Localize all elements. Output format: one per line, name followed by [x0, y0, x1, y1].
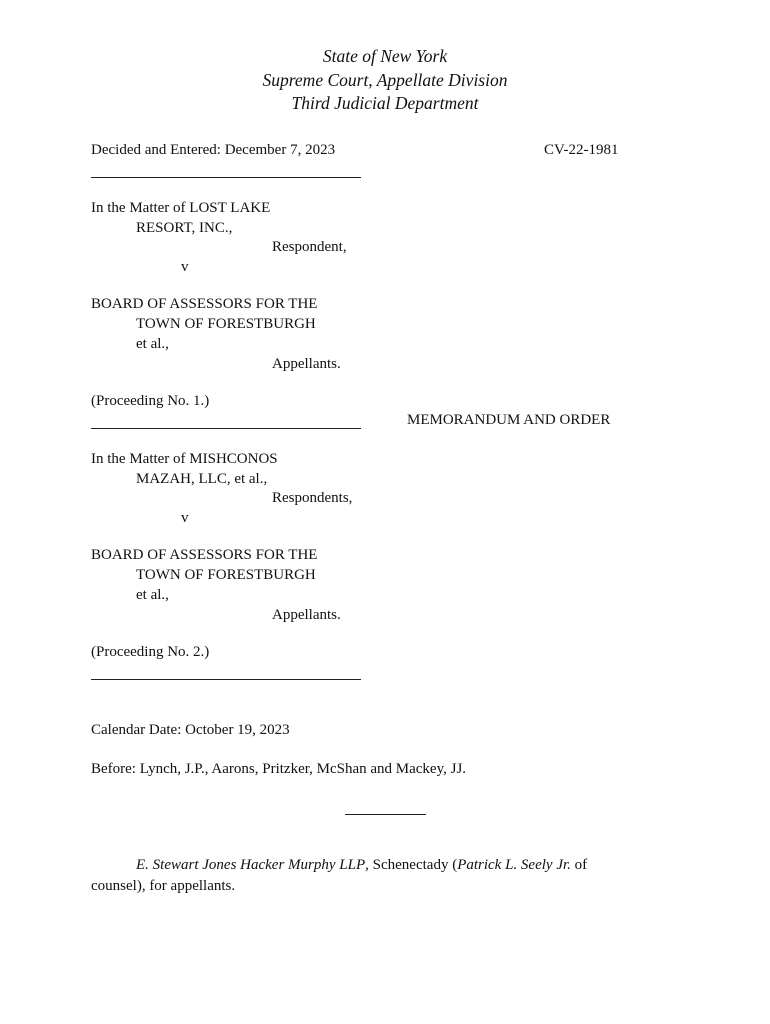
counsel-firm: E. Stewart Jones Hacker Murphy LLP: [136, 857, 366, 873]
calendar-date: Calendar Date: October 19, 2023: [91, 722, 290, 738]
counsel-line: counsel), for appellants.: [91, 878, 236, 894]
divider: [91, 679, 361, 680]
caption-line: BOARD OF ASSESSORS FOR THE: [91, 547, 318, 563]
caption-line: BOARD OF ASSESSORS FOR THE: [91, 296, 318, 312]
court-state: State of New York: [322, 46, 448, 66]
party-role: Appellants.: [272, 607, 341, 623]
counsel-city: , Schenectady (: [365, 857, 458, 873]
proceeding-label: (Proceeding No. 1.): [91, 393, 210, 409]
versus: v: [181, 259, 189, 275]
panel-of-justices: Before: Lynch, J.P., Aarons, Pritzker, McShan and Mackey, JJ.: [91, 761, 467, 777]
divider: [91, 428, 361, 429]
caption-line: et al.,: [136, 336, 169, 352]
caption-line: In the Matter of LOST LAKE: [91, 200, 271, 216]
caption-line: TOWN OF FORESTBURGH: [136, 316, 316, 332]
court-department: Third Judicial Department: [291, 93, 479, 113]
case-number: CV-22-1981: [544, 142, 619, 158]
versus: v: [181, 510, 189, 526]
caption-line: In the Matter of MISHCONOS: [91, 451, 278, 467]
caption-line: TOWN OF FORESTBURGH: [136, 567, 316, 583]
caption-line: RESORT, INC.,: [136, 220, 233, 236]
document-title: MEMORANDUM AND ORDER: [407, 412, 611, 428]
caption-line: et al.,: [136, 587, 169, 603]
caption-line: MAZAH, LLC, et al.,: [136, 471, 268, 487]
divider: [91, 177, 361, 178]
decided-date: Decided and Entered: December 7, 2023: [91, 142, 336, 158]
court-division: Supreme Court, Appellate Division: [262, 70, 508, 90]
proceeding-label: (Proceeding No. 2.): [91, 644, 210, 660]
counsel-attorney: Patrick L. Seely Jr.: [457, 857, 571, 873]
party-role: Respondent,: [272, 239, 347, 255]
counsel-line: [136, 858, 587, 873]
counsel-of: of: [570, 857, 588, 873]
party-role: Respondents,: [272, 490, 353, 506]
section-divider: [345, 814, 426, 815]
party-role: Appellants.: [272, 356, 341, 372]
